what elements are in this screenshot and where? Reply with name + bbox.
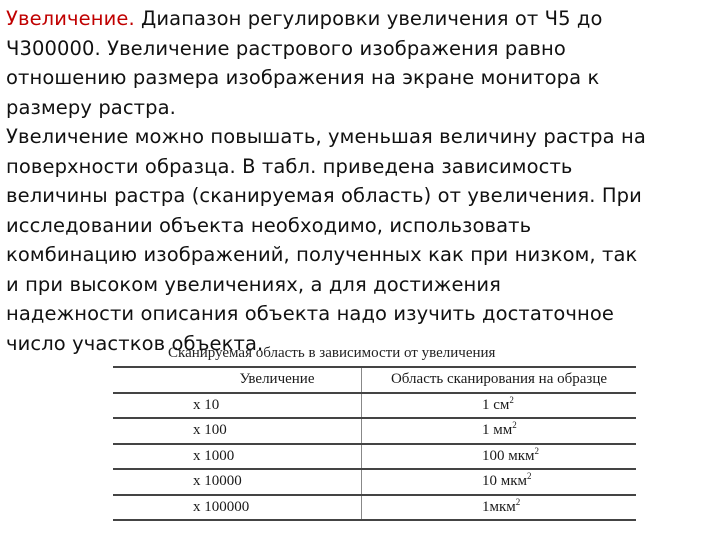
table-row	[113, 444, 636, 470]
paragraph-1-line-4: размеру растра.	[6, 95, 176, 119]
table-row	[113, 469, 636, 495]
cell-zoom: x 100	[113, 418, 362, 444]
table-header-row	[113, 367, 636, 393]
cell-zoom: x 10	[113, 393, 362, 419]
area-power: 2	[515, 496, 521, 507]
paragraph-2-line-5: комбинацию изображений, полученных как при низком, так	[6, 243, 638, 266]
cell-area	[362, 495, 637, 521]
paragraph-1-line-2: Ч300000. Увеличение растрового изображения равно	[6, 36, 566, 60]
paragraph-2-line-6: и при высоком увеличениях, а для достижения	[6, 272, 502, 296]
section-title: Увеличение.	[6, 7, 135, 30]
paragraph-2-line-7: надежности описания объекта надо изучить достаточное	[6, 302, 615, 325]
paragraph-2-line-3: величины растра (сканируемая область) от увеличения. При	[6, 184, 642, 207]
area-value: 100 мкм	[482, 447, 535, 464]
cell-zoom: x 1000	[113, 444, 362, 470]
header-zoom: Увеличение	[113, 367, 362, 393]
cell-zoom: x 10000	[113, 469, 362, 495]
area-value: 1 мм	[482, 422, 513, 439]
area-power: 2	[509, 394, 514, 405]
cell-zoom: x 100000	[113, 495, 362, 521]
area-value: 10 мкм	[482, 473, 528, 490]
paragraph-2-line-1: Увеличение можно повышать, уменьшая величину растра на	[6, 125, 646, 148]
paragraph-1-line-3: отношению размера изображения на экране монитора к	[6, 66, 600, 89]
paragraph-1-line-1-text: Диапазон регулировки увеличения от Ч5 до	[134, 7, 603, 30]
paragraph-2-line-2: поверхности образца. В табл. приведена зависимость	[6, 154, 573, 178]
area-power: 2	[534, 445, 540, 456]
cell-area	[362, 444, 637, 470]
area-value: 1 см	[482, 396, 510, 413]
cell-area	[362, 393, 637, 419]
scan-area-table	[113, 366, 636, 521]
area-power: 2	[527, 471, 532, 482]
area-value: 1мкм	[482, 498, 516, 515]
table-caption: Сканируемая область в зависимости от увеличения	[168, 345, 496, 361]
area-power: 2	[512, 420, 517, 431]
table-row	[113, 393, 636, 419]
body-text	[6, 4, 714, 358]
paragraph-2-line-4: исследовании объекта необходимо, использовать	[6, 213, 532, 237]
header-area: Область сканирования на образце	[362, 367, 637, 393]
paragraph-2-line-8: число участков объекта.	[6, 331, 264, 355]
cell-area	[362, 469, 637, 495]
table-row	[113, 495, 636, 521]
cell-area	[362, 418, 637, 444]
paragraph-1-line-1	[6, 4, 714, 34]
table-row	[113, 418, 636, 444]
